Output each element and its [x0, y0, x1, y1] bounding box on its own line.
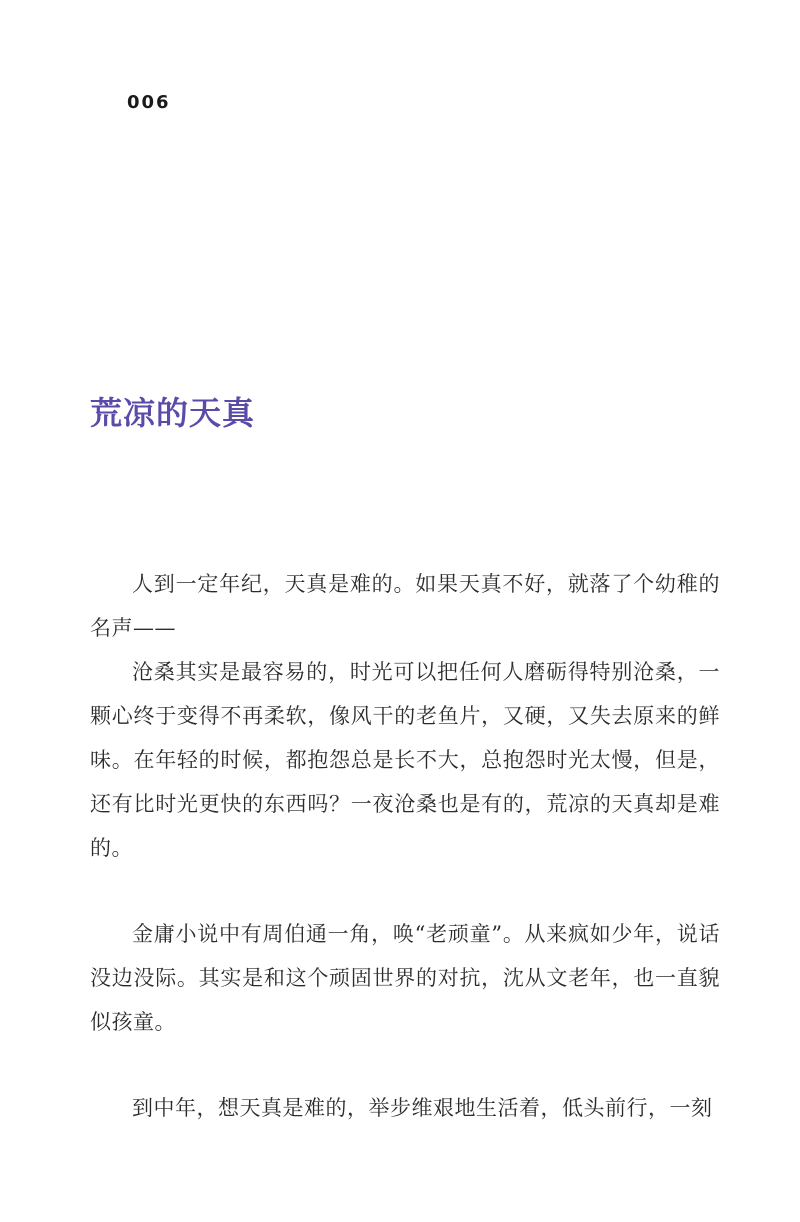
body-text: [90, 562, 720, 1130]
page-number: 006: [127, 92, 171, 113]
chapter-title: 荒凉的天真: [90, 394, 256, 432]
paragraph-4: 到中年，想天真是难的，举步维艰地生活着，低头前行，一刻: [132, 1096, 713, 1120]
paragraph-2: 沧桑其实是最容易的，时光可以把任何人磨砺得特别沧桑，一颗心终于变得不再柔软，像风干的老鱼片，又硬，又失去原来的鲜味。在年轻的时候，都抱怨总是长不大，总抱怨时光太慢，但是，还有比时光更快的东西吗？一夜沧桑也是有的，荒凉的天真却是难的。: [90, 660, 720, 860]
paragraph-3: 金庸小说中有周伯通一角，唤“老顽童”。从来疯如少年，说话没边没际。其实是和这个顽固世界的对抗，沈从文老年，也一直貌似孩童。: [90, 922, 720, 1034]
paragraph-1: 人到一定年纪，天真是难的。如果天真不好，就落了个幼稚的名声——: [90, 572, 720, 640]
